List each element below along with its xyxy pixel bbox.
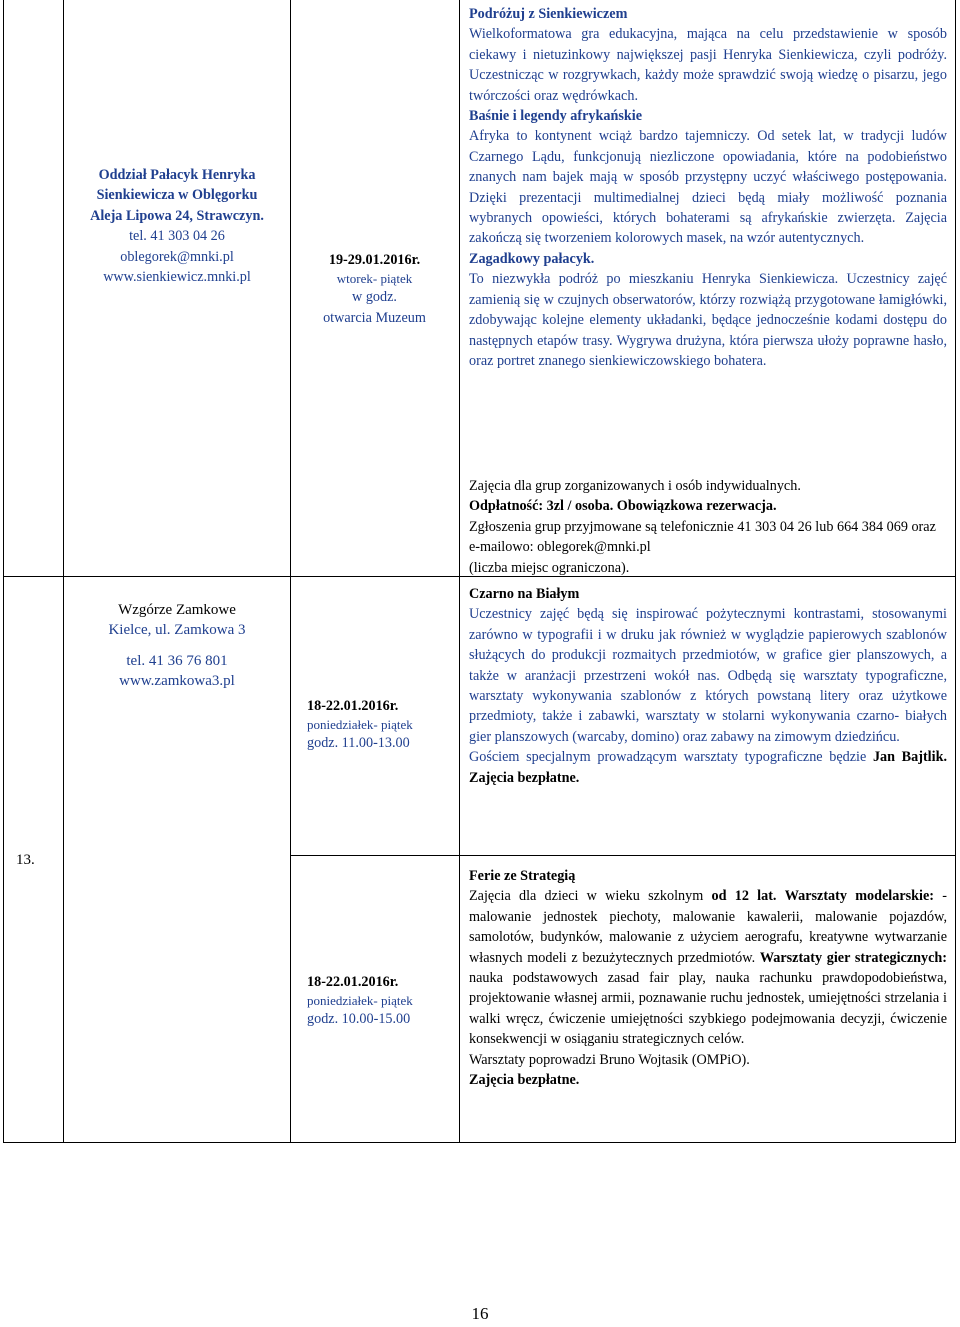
date-session-2 <box>307 972 457 1030</box>
table-border-bottom <box>3 1142 956 1143</box>
program-free: Zajęcia bezpłatne. <box>469 1072 580 1089</box>
program-session-1 <box>469 584 947 788</box>
workshop-2-title: Warsztaty gier strategicznych: <box>759 949 948 966</box>
row-number: 13. <box>16 852 35 868</box>
program-info-booking: Zgłoszenia grup przyjmowane są telefonicznie 41 303 04 26 lub 664 384 069 oraz e-mailowo: oblegorek@mnki.pl <box>469 518 936 556</box>
table-border-left <box>3 0 4 1143</box>
table-border-col3 <box>459 0 460 1143</box>
program-guest <box>469 747 947 788</box>
venue-name: Wzgórze Zamkowe <box>118 602 236 618</box>
venue-website: www.sienkiewicz.mnki.pl <box>103 269 251 286</box>
date-hours-line1: w godz. <box>352 289 397 306</box>
date-days: poniedziałek- piątek <box>307 993 413 1009</box>
program-title: Ferie ze Strategią <box>469 868 576 884</box>
program-oblegorek <box>469 4 947 371</box>
venue-phone: tel. 41 36 76 801 <box>126 652 228 669</box>
program-title: Czarno na Białym <box>469 586 580 602</box>
guest-name: Jan Bajtlik. <box>872 749 948 766</box>
venue-name-line1: Oddział Pałacyk Henryka <box>98 167 256 183</box>
date-range: 18-22.01.2016r. <box>307 698 399 714</box>
date-hours-line2: otwarcia Muzeum <box>323 309 426 326</box>
table-border-col2 <box>290 0 291 1143</box>
venue-wzgorze-zamkowe <box>66 600 288 692</box>
venue-oblegorek <box>66 165 288 287</box>
workshop-1-text: - malowanie jednostek piechoty, malowanie kawalerii, malowanie pojazdów, samolotów, budynków, malowanie z użyciem aerografu, kreatywne wytwarzanie własnych modeli z bezużytecznych przedmiotów. <box>469 888 948 966</box>
program-led-by: Warsztaty poprowadzi Bruno Wojtasik (OMPiO). <box>469 1051 750 1068</box>
page-number: 16 <box>471 1304 489 1323</box>
program-text-2: Afryka to kontynent wciąż bardzo tajemniczy. Od setek lat, w tradycji ludów Czarnego Lądu, funkcjonują niezliczone opowiadania, które na podobieństwo znanych nam bajek mają w sposób przystępny uczyć właściwego postępowania. Dzięki prezentacji multimedialnej dzieci będą miały możliwość poznania wybranych opowieści, których bohaterami są afrykańskie zwierzęta. Zajęcia zakończą się tworzeniem kolorowych masek, na wzór autentycznych. <box>469 128 947 247</box>
workshop-1-title: Warsztaty modelarskie: <box>784 888 935 905</box>
program-title-3: Zagadkowy pałacyk. <box>469 250 595 267</box>
program-text-1: Wielkoformatowa gra edukacyjna, mająca na celu przedstawienie w sposób ciekawy i nietuzinkowy największej pasji Henryka Sienkiewicza, czyli podróży. Uczestnicząc w rozgrywkach, każdy może sprawdzić swoją wiedzę o pisarzu, jego twórczości oraz wędrówkach. <box>469 26 947 104</box>
program-session-2 <box>469 866 947 1090</box>
age-value: od 12 lat. <box>711 888 777 905</box>
date-days: poniedziałek- piątek <box>307 717 413 733</box>
date-session-1 <box>307 696 457 754</box>
venue-website: www.zamkowa3.pl <box>119 673 235 690</box>
venue-name-line2: Sienkiewicza w Oblęgorku <box>96 187 258 204</box>
date-range: 19-29.01.2016r. <box>328 252 421 268</box>
program-title-2: Baśnie i legendy afrykańskie <box>469 108 643 125</box>
date-hours: godz. 10.00-15.00 <box>307 1011 411 1028</box>
program-age <box>469 886 947 1049</box>
program-text-3: To niezwykła podróż po mieszkaniu Henryka Sienkiewicza. Uczestnicy zajęć zamienią się w czujnych obserwatorów, którzy rozwiążą przygotowane łamigłówki, zdobywając kolejne elementy układanki, będące jednocześnie kodami dostępu do następnych etapów trasy. Wygrywa drużyna, która pierwsza ułoży poprawne hasło, oraz portret znanego sienkiewiczowskiego bohatera. <box>469 271 947 369</box>
guest-prefix: Gościem specjalnym prowadzącym warsztaty typograficzne będzie <box>469 749 873 766</box>
venue-phone: tel. 41 303 04 26 <box>129 228 225 245</box>
program-info-groups: Zajęcia dla grup zorganizowanych i osób indywidualnych. <box>469 478 801 494</box>
date-range: 18-22.01.2016r. <box>307 974 399 990</box>
date-oblegorek <box>292 250 457 328</box>
date-hours: godz. 11.00-13.00 <box>307 735 410 752</box>
venue-email: oblegorek@mnki.pl <box>120 248 234 265</box>
table-border-right <box>955 0 956 1143</box>
program-title-1: Podróżuj z Sienkiewiczem <box>469 6 628 22</box>
table-border-col1 <box>63 0 64 1143</box>
program-info-price: Odpłatność: 3zl / osoba. Obowiązkowa rezerwacja. <box>469 498 777 515</box>
age-prefix: Zajęcia dla dzieci w wieku szkolnym <box>469 888 712 905</box>
venue-address: Aleja Lipowa 24, Strawczyn. <box>90 207 264 224</box>
workshop-2-text: nauka podstawowych zasad fair play, nauka rachunku prawdopodobieństwa, projektowanie własnej armii, poznawanie ruchu jednostek, umiejętności strzelania i walki wręcz, ćwiczenie umiejętności szybkiego podejmowania decyzji, ćwiczenie konsekwencji w osiąganiu strategicznych celów. <box>469 970 947 1048</box>
program-text: Uczestnicy zajęć będą się inspirować pożytecznymi kontrastami, stosowanymi zarówno w typografii i w druku jak również w wyglądzie papierowych szablonów służących do produkcji rozmaitych przedmiotów, w grafice gier planszowych, a także w aranżacji przestrzeni wokół nas. Odbędą się warsztaty typograficzne, warsztaty wykonywania szablonów z których powstaną litery oraz użytkowe przedmioty, także i zabawki, warsztaty w stolarni wykonywania czarno- białych gier planszowych (warcaby, domino) oraz zabawy na zimowym dziedzińcu. <box>469 606 947 745</box>
date-days: wtorek- piątek <box>336 271 413 287</box>
table-session-divider <box>290 855 956 856</box>
program-info-limit: (liczba miejsc ograniczona). <box>469 559 630 576</box>
venue-address: Kielce, ul. Zamkowa 3 <box>108 622 246 639</box>
program-info-oblegorek <box>469 476 947 578</box>
program-free: Zajęcia bezpłatne. <box>469 769 580 786</box>
